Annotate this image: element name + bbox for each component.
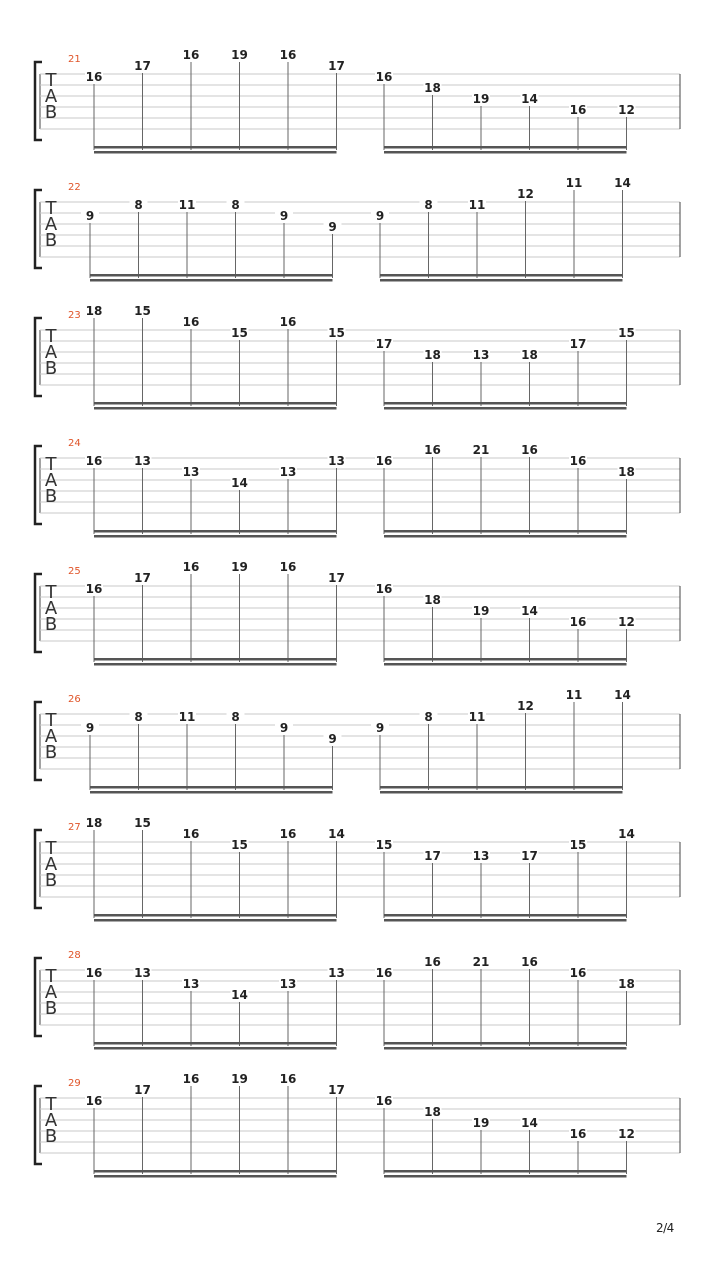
fret-number: 16 — [424, 443, 441, 457]
fret-number: 9 — [375, 209, 385, 223]
fret-number: 11 — [565, 176, 583, 190]
fret-number: 17 — [521, 849, 538, 863]
tab-clef-letter: B — [44, 358, 58, 379]
beam-primary — [384, 658, 627, 661]
fret-number: 13 — [472, 849, 490, 863]
measure-number: 28 — [68, 950, 81, 961]
beam-secondary — [94, 1047, 337, 1050]
tab-clef-letter: A — [44, 86, 58, 107]
beam-primary — [380, 274, 623, 277]
fret-number: 16 — [569, 615, 587, 629]
fret-number: 16 — [85, 582, 103, 596]
fret-number: 18 — [85, 816, 103, 830]
fret-number: 16 — [424, 955, 441, 969]
tab-system — [35, 1072, 680, 1178]
measure-number: 22 — [68, 182, 81, 193]
beam-secondary — [384, 919, 627, 922]
tab-clef-letter: B — [44, 614, 58, 635]
tab-clef-letter: A — [44, 470, 58, 491]
tab-clef-letter: B — [44, 998, 58, 1019]
fret-number: 12 — [618, 615, 635, 629]
beam-secondary — [384, 535, 627, 538]
fret-number: 8 — [424, 710, 433, 724]
fret-number: 19 — [472, 604, 490, 618]
fret-number: 15 — [375, 838, 393, 852]
fret-number: 16 — [569, 454, 587, 468]
fret-number: 14 — [521, 1116, 538, 1130]
fret-number: 9 — [85, 721, 95, 735]
fret-number: 11 — [468, 710, 486, 724]
beam-secondary — [384, 663, 627, 666]
fret-number: 16 — [182, 315, 200, 329]
beam-secondary — [384, 1175, 627, 1178]
page-number: 2/4 — [656, 1221, 674, 1235]
fret-number: 16 — [279, 560, 297, 574]
fret-number: 14 — [614, 688, 631, 702]
fret-number: 13 — [328, 454, 345, 468]
beam-primary — [90, 274, 333, 277]
fret-number: 14 — [231, 988, 248, 1002]
fret-number: 16 — [569, 966, 587, 980]
fret-number: 19 — [472, 1116, 490, 1130]
beam-secondary — [94, 151, 337, 154]
measure-number: 26 — [68, 694, 81, 705]
beam-primary — [90, 786, 333, 789]
fret-number: 16 — [279, 315, 297, 329]
fret-number: 14 — [231, 476, 248, 490]
beam-primary — [94, 146, 337, 149]
fret-number: 18 — [618, 465, 635, 479]
fret-number: 17 — [569, 337, 587, 351]
fret-number: 13 — [328, 966, 345, 980]
fret-number: 16 — [182, 560, 200, 574]
tab-clef-letter: A — [44, 982, 58, 1003]
tab-clef-letter: A — [44, 342, 58, 363]
tab-clef-letter: A — [44, 598, 58, 619]
fret-number: 12 — [618, 1127, 635, 1141]
beam-secondary — [94, 1175, 337, 1178]
beam-primary — [94, 914, 337, 917]
fret-number: 11 — [468, 198, 486, 212]
fret-number: 17 — [424, 849, 441, 863]
beam-secondary — [380, 791, 623, 794]
fret-number: 21 — [472, 955, 490, 969]
beam-primary — [384, 146, 627, 149]
tab-system — [35, 950, 680, 1050]
beam-primary — [384, 402, 627, 405]
fret-number: 14 — [521, 604, 538, 618]
fret-number: 19 — [231, 48, 248, 62]
fret-number: 18 — [424, 348, 441, 362]
tab-system — [35, 304, 680, 410]
beam-secondary — [384, 407, 627, 410]
fret-number: 15 — [618, 326, 635, 340]
measure-number: 21 — [68, 54, 81, 65]
fret-number: 17 — [134, 1083, 151, 1097]
fret-number: 9 — [85, 209, 95, 223]
fret-number: 14 — [618, 827, 635, 841]
tab-clef-letter: B — [44, 486, 58, 507]
fret-number: 8 — [231, 198, 240, 212]
tab-clef-letter: B — [44, 1126, 58, 1147]
beam-primary — [384, 914, 627, 917]
fret-number: 16 — [279, 48, 297, 62]
fret-number: 12 — [517, 187, 534, 201]
fret-number: 19 — [231, 560, 248, 574]
fret-number: 16 — [521, 955, 538, 969]
tab-system — [35, 560, 680, 666]
fret-number: 18 — [424, 1105, 441, 1119]
fret-number: 16 — [375, 582, 393, 596]
tab-clef-letter: T — [45, 326, 57, 347]
fret-number: 16 — [375, 454, 393, 468]
fret-number: 17 — [328, 1083, 345, 1097]
tab-clef-letter: T — [45, 710, 57, 731]
beam-secondary — [380, 279, 623, 282]
tab-clef-letter: T — [45, 582, 57, 603]
fret-number: 16 — [569, 1127, 587, 1141]
fret-number: 13 — [134, 454, 151, 468]
fret-number: 17 — [328, 571, 345, 585]
fret-number: 16 — [182, 1072, 200, 1086]
tab-clef-letter: T — [45, 1094, 57, 1115]
beam-primary — [384, 1170, 627, 1173]
beam-secondary — [94, 535, 337, 538]
beam-secondary — [384, 1047, 627, 1050]
beam-primary — [94, 1042, 337, 1045]
tab-clef-letter: T — [45, 966, 57, 987]
tab-clef-letter: A — [44, 214, 58, 235]
beam-secondary — [94, 919, 337, 922]
beam-primary — [94, 658, 337, 661]
tab-clef-letter: T — [45, 454, 57, 475]
fret-number: 16 — [521, 443, 538, 457]
measure-number: 24 — [68, 438, 81, 449]
beam-primary — [94, 530, 337, 533]
tab-clef-letter: B — [44, 870, 58, 891]
fret-number: 15 — [134, 816, 151, 830]
fret-number: 18 — [424, 593, 441, 607]
fret-number: 18 — [85, 304, 103, 318]
tab-system — [35, 816, 680, 922]
beam-secondary — [94, 663, 337, 666]
fret-number: 16 — [375, 1094, 393, 1108]
fret-number: 15 — [134, 304, 151, 318]
fret-number: 13 — [279, 977, 297, 991]
tab-system — [35, 176, 680, 282]
fret-number: 16 — [375, 70, 393, 84]
fret-number: 11 — [565, 688, 583, 702]
fret-number: 18 — [521, 348, 538, 362]
tab-clef-letter: B — [44, 102, 58, 123]
fret-number: 9 — [328, 732, 337, 746]
fret-number: 8 — [134, 710, 143, 724]
tab-clef-letter: T — [45, 198, 57, 219]
measure-number: 25 — [68, 566, 81, 577]
fret-number: 12 — [517, 699, 534, 713]
fret-number: 16 — [279, 827, 297, 841]
fret-number: 14 — [328, 827, 345, 841]
fret-number: 16 — [85, 1094, 103, 1108]
tab-clef-letter: T — [45, 70, 57, 91]
fret-number: 19 — [231, 1072, 248, 1086]
beam-secondary — [94, 407, 337, 410]
measure-number: 23 — [68, 310, 81, 321]
fret-number: 16 — [85, 966, 103, 980]
fret-number: 16 — [182, 827, 200, 841]
fret-number: 17 — [375, 337, 393, 351]
fret-number: 16 — [85, 70, 103, 84]
fret-number: 8 — [424, 198, 433, 212]
beam-primary — [94, 1170, 337, 1173]
fret-number: 13 — [182, 465, 200, 479]
tab-clef-letter: T — [45, 838, 57, 859]
fret-number: 16 — [279, 1072, 297, 1086]
fret-number: 13 — [279, 465, 297, 479]
tab-clef-letter: B — [44, 230, 58, 251]
tab-clef-letter: A — [44, 854, 58, 875]
fret-number: 8 — [231, 710, 240, 724]
fret-number: 13 — [472, 348, 490, 362]
tab-system — [35, 688, 680, 794]
beam-secondary — [90, 279, 333, 282]
fret-number: 9 — [279, 721, 289, 735]
fret-number: 14 — [521, 92, 538, 106]
fret-number: 9 — [279, 209, 289, 223]
tab-system — [35, 438, 680, 538]
beam-primary — [94, 402, 337, 405]
measure-number: 29 — [68, 1078, 81, 1089]
tab-clef-letter: B — [44, 742, 58, 763]
fret-number: 9 — [328, 220, 337, 234]
fret-number: 14 — [614, 176, 631, 190]
fret-number: 15 — [328, 326, 345, 340]
measure-number: 27 — [68, 822, 81, 833]
fret-number: 19 — [472, 92, 490, 106]
fret-number: 15 — [569, 838, 587, 852]
beam-primary — [384, 530, 627, 533]
beam-primary — [380, 786, 623, 789]
fret-number: 17 — [134, 59, 151, 73]
fret-number: 8 — [134, 198, 143, 212]
fret-number: 17 — [328, 59, 345, 73]
fret-number: 13 — [182, 977, 200, 991]
fret-number: 11 — [178, 710, 196, 724]
fret-number: 15 — [231, 838, 248, 852]
fret-number: 18 — [618, 977, 635, 991]
fret-number: 16 — [85, 454, 103, 468]
fret-number: 18 — [424, 81, 441, 95]
fret-number: 13 — [134, 966, 151, 980]
fret-number: 21 — [472, 443, 490, 457]
tab-clef-letter: A — [44, 726, 58, 747]
fret-number: 16 — [569, 103, 587, 117]
fret-number: 9 — [375, 721, 385, 735]
tab-system — [35, 48, 680, 154]
tab-clef-letter: A — [44, 1110, 58, 1131]
fret-number: 15 — [231, 326, 248, 340]
fret-number: 16 — [375, 966, 393, 980]
fret-number: 12 — [618, 103, 635, 117]
beam-primary — [384, 1042, 627, 1045]
beam-secondary — [90, 791, 333, 794]
beam-secondary — [384, 151, 627, 154]
fret-number: 11 — [178, 198, 196, 212]
fret-number: 17 — [134, 571, 151, 585]
fret-number: 16 — [182, 48, 200, 62]
